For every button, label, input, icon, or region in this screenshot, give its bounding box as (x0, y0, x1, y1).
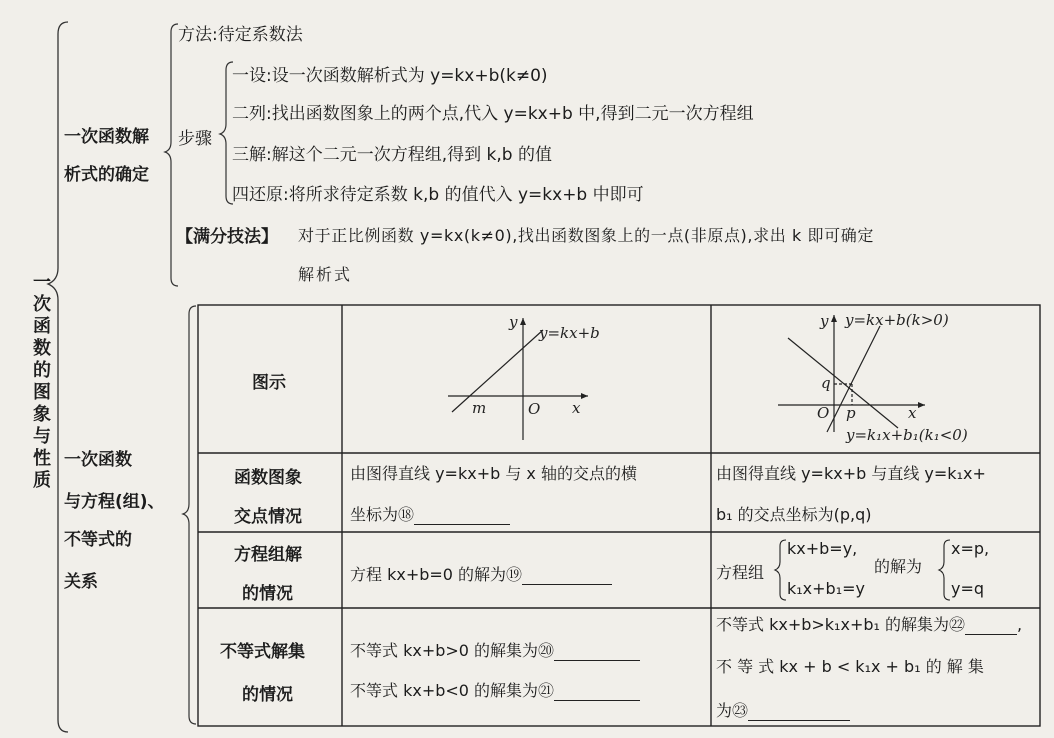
section2-title-line2: 与方程(组)、 (64, 492, 165, 512)
row3-label-line2: 的情况 (242, 584, 293, 604)
row4-label-line1: 不等式解集 (220, 642, 305, 662)
graph2-y-label: y (820, 312, 829, 330)
row3-col2-wrap (350, 562, 612, 585)
row3-col3-eq1: kx+b=y, (787, 539, 858, 558)
graph2-line2-label: y=k₁x+b₁(k₁<0) (846, 426, 968, 444)
graph2-x-label: x (908, 404, 917, 422)
row4-label-line2: 的情况 (242, 685, 293, 705)
row1-label: 图示 (252, 373, 286, 393)
answer-blank-19[interactable] (522, 566, 612, 585)
tip-text-line2: 解析式 (298, 265, 353, 284)
answer-blank-18[interactable] (414, 506, 510, 525)
graph2-line2 (788, 338, 898, 428)
row4-col2-line1-wrap (350, 638, 640, 661)
section2-title-line3: 不等式的 (64, 530, 132, 550)
graph2-line1-label: y=kx+b(k>0) (845, 311, 949, 329)
step-1: 一设:设一次函数解析式为 y=kx+b(k≠0) (232, 66, 548, 86)
graph1-x-label: x (572, 399, 581, 417)
tip-label: 【满分技法】 (176, 227, 278, 247)
system-right-brace (939, 540, 950, 600)
row4-col3-line1-wrap (716, 612, 1022, 635)
row4-col2-line1: 不等式 kx+b>0 的解集为⑳ (350, 641, 555, 660)
row3-col3-mid: 的解为 (874, 557, 923, 576)
section1-title-line1: 一次函数解 (64, 127, 149, 147)
row2-col2-line2: 坐标为⑱ (350, 505, 415, 524)
row2-label-line1: 函数图象 (234, 468, 302, 488)
row2-col2-line1: 由图得直线 y=kx+b 与 x 轴的交点的横 (350, 464, 637, 483)
section2-title-line4: 关系 (64, 572, 98, 592)
graph1-y-label: y (509, 313, 518, 331)
row3-col3-prefix: 方程组 (716, 563, 765, 582)
row4-col3-line3-wrap (716, 698, 850, 721)
row4-col2-line2-wrap (350, 678, 640, 701)
row2-label-line2: 交点情况 (234, 507, 302, 527)
graph2-origin-label: O (817, 404, 830, 422)
row2-col3-line1: 由图得直线 y=kx+b 与直线 y=k₁x+ (716, 464, 986, 483)
step-4: 四还原:将所求待定系数 k,b 的值代入 y=kx+b 中即可 (232, 185, 644, 205)
graph1-root-label: m (472, 399, 487, 417)
row3-col3-sol2: y=q (951, 579, 985, 598)
row3-label-line1: 方程组解 (234, 545, 302, 565)
graph1-origin-label: O (528, 400, 541, 418)
row4-col3-line2: 不 等 式 kx + b < k₁x + b₁ 的 解 集 (716, 657, 984, 676)
section2-brace (183, 306, 196, 724)
row4-col3-comma: , (1017, 615, 1023, 634)
section2-title-line1: 一次函数 (64, 450, 132, 470)
graph2-q-label: q (821, 374, 831, 392)
row3-col2: 方程 kx+b=0 的解为⑲ (350, 565, 523, 584)
row2-col2-line2-wrap (350, 502, 510, 525)
step-3: 三解:解这个二元一次方程组,得到 k,b 的值 (232, 145, 552, 165)
method-text: 方法:待定系数法 (178, 25, 303, 45)
steps-label: 步骤 (178, 129, 212, 149)
answer-blank-23[interactable] (748, 702, 850, 721)
graph2-p-label: p (846, 404, 856, 422)
answer-blank-22[interactable] (965, 616, 1017, 635)
row2-col3-line2: b₁ 的交点坐标为(p,q) (716, 505, 872, 524)
answer-blank-21[interactable] (554, 682, 640, 701)
row4-col3-line3: 为㉓ (716, 701, 749, 720)
step-2: 二列:找出函数图象上的两个点,代入 y=kx+b 中,得到二元一次方程组 (232, 104, 754, 124)
graph1-line-label: y=kx+b (539, 324, 600, 342)
row3-col3-sol1: x=p, (951, 539, 990, 558)
row4-col2-line2: 不等式 kx+b<0 的解集为㉑ (350, 681, 555, 700)
row4-col3-line1: 不等式 kx+b>k₁x+b₁ 的解集为㉒ (716, 615, 966, 634)
section1-title-line2: 析式的确定 (64, 165, 149, 185)
system-left-brace (775, 540, 786, 600)
main-title-text: 一次函数的图象与性质 (33, 272, 51, 491)
row3-col3-eq2: k₁x+b₁=y (787, 579, 865, 598)
answer-blank-20[interactable] (554, 642, 640, 661)
tip-text-line1: 对于正比例函数 y=kx(k≠0),找出函数图象上的一点(非原点),求出 k 即可确定 (298, 226, 874, 245)
